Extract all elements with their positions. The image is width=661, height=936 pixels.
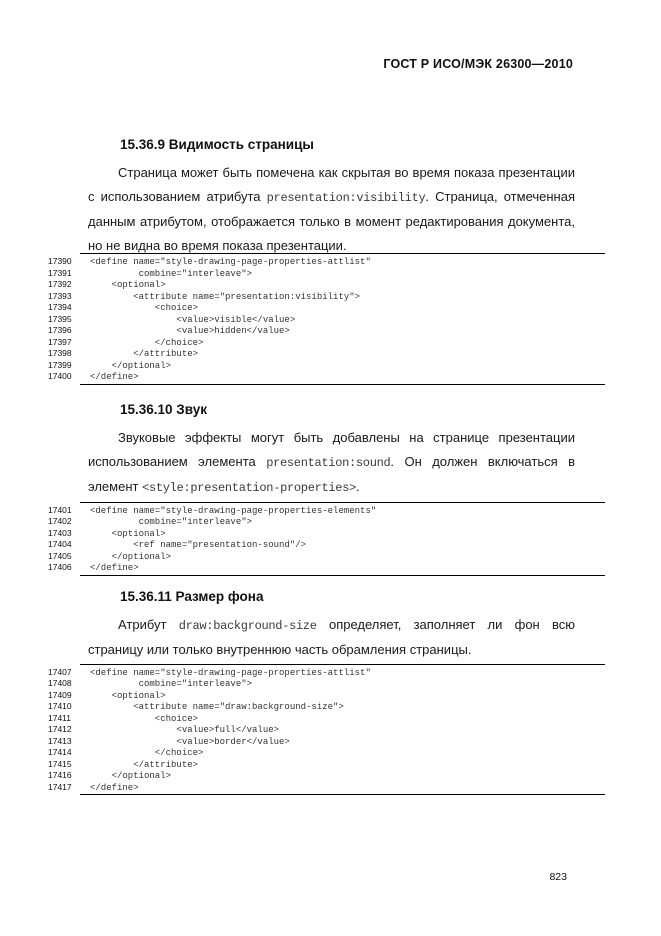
code-line — [48, 528, 605, 540]
line-number: 17394 — [48, 302, 72, 312]
paragraph-text: определяет, заполняет ли фон всю страницу или только внутреннюю часть обрамления страницы. — [88, 616, 575, 657]
line-number: 17390 — [48, 256, 72, 266]
code-text: <ref name="presentation-sound"/> — [90, 540, 307, 550]
code-line — [48, 736, 605, 748]
code-line — [48, 302, 605, 314]
line-number: 17404 — [48, 539, 72, 549]
inline-code-presentation-sound: presentation:sound — [266, 455, 391, 470]
code-line — [48, 724, 605, 736]
paragraph-text: Страница может быть помечена как скрытая во время показа презентации с использованием атрибута — [88, 165, 575, 204]
line-number: 17397 — [48, 336, 72, 347]
paragraph-text: . Он должен включаться в элемент — [88, 453, 575, 494]
page-number: 823 — [549, 871, 567, 883]
code-text: </define> — [90, 563, 139, 573]
code-rule-bottom — [80, 384, 605, 385]
code-line — [48, 690, 605, 702]
code-text: <define name="style-drawing-page-properties-attlist" — [90, 667, 371, 678]
line-number: 17408 — [48, 678, 72, 688]
code-text: <value>hidden</value> — [90, 326, 290, 336]
code-lines — [48, 503, 605, 575]
code-lines — [48, 665, 605, 795]
code-text: </optional> — [90, 551, 172, 562]
line-number: 17401 — [48, 504, 72, 515]
line-number: 17402 — [48, 516, 72, 526]
code-line — [48, 759, 605, 771]
code-listing-2 — [48, 502, 605, 576]
code-text: </attribute> — [90, 349, 199, 359]
code-line — [48, 747, 605, 759]
code-text: </choice> — [90, 337, 204, 348]
code-rule-bottom — [80, 575, 605, 576]
line-number: 17412 — [48, 724, 72, 734]
code-line — [48, 337, 605, 349]
line-number: 17413 — [48, 735, 72, 746]
code-text: combine="interleave"> — [90, 679, 253, 689]
code-text: <value>border</value> — [90, 736, 290, 747]
inline-code-presentation-visibility: presentation:visibility — [266, 191, 426, 205]
code-text: <define name="style-drawing-page-properties-attlist" — [90, 257, 371, 267]
code-line — [48, 291, 605, 303]
code-text: <optional> — [90, 528, 166, 539]
line-number: 17407 — [48, 666, 72, 677]
code-text: combine="interleave"> — [90, 517, 253, 527]
code-text: <value>full</value> — [90, 725, 280, 735]
code-text: </define> — [90, 782, 139, 793]
section-paragraph-15-36-9 — [88, 161, 575, 258]
line-number: 17417 — [48, 781, 72, 792]
line-number: 17409 — [48, 689, 72, 700]
code-line — [48, 268, 605, 280]
code-text: </optional> — [90, 360, 172, 371]
code-text: <choice> — [90, 713, 199, 724]
code-line — [48, 539, 605, 551]
code-line — [48, 348, 605, 360]
paragraph-text: Атрибут — [118, 616, 179, 632]
code-line — [48, 551, 605, 563]
line-number: 17406 — [48, 562, 72, 572]
line-number: 17395 — [48, 313, 72, 324]
code-line — [48, 516, 605, 528]
code-listing-1 — [48, 253, 605, 385]
code-line — [48, 713, 605, 725]
code-text: combine="interleave"> — [90, 268, 253, 279]
code-text: </define> — [90, 372, 139, 382]
code-line — [48, 256, 605, 268]
paragraph-text: Звуковые эффекты могут быть добавлены на странице презентации использованием элемента — [88, 429, 575, 469]
inline-code-draw-background-size: draw:background-size — [178, 618, 317, 633]
code-line — [48, 667, 605, 679]
line-number: 17405 — [48, 550, 72, 561]
line-number: 17399 — [48, 359, 72, 370]
code-line — [48, 371, 605, 383]
line-number: 17415 — [48, 758, 72, 769]
running-header: ГОСТ Р ИСО/МЭК 26300—2010 — [383, 57, 573, 71]
code-text: <optional> — [90, 280, 166, 290]
line-number: 17392 — [48, 279, 72, 289]
code-line — [48, 701, 605, 713]
code-lines — [48, 254, 605, 384]
code-listing-3 — [48, 664, 605, 796]
code-rule-bottom — [80, 794, 605, 795]
line-number: 17403 — [48, 527, 72, 538]
code-text: <value>visible</value> — [90, 314, 296, 325]
code-text: <choice> — [90, 303, 199, 313]
section-paragraph-15-36-10 — [88, 426, 575, 500]
code-text: <attribute name="draw:background-size"> — [90, 702, 344, 712]
line-number: 17411 — [48, 712, 72, 723]
code-line — [48, 562, 605, 574]
paragraph-text: . — [356, 478, 360, 494]
section-heading-15-36-9: 15.36.9 Видимость страницы — [120, 137, 314, 152]
line-number: 17416 — [48, 770, 72, 780]
code-line — [48, 505, 605, 517]
line-number: 17391 — [48, 267, 72, 278]
inline-code-style-presentation-properties: <style:presentation-properties> — [142, 480, 357, 495]
code-text: <attribute name="presentation:visibility"> — [90, 291, 361, 302]
line-number: 17410 — [48, 701, 72, 711]
section-paragraph-15-36-11 — [88, 613, 575, 662]
code-line — [48, 770, 605, 782]
code-line — [48, 678, 605, 690]
paragraph-text: . Страница, отмеченная данным атрибутом, отображается только в момент редактирования документа, но не видна во время показа презентации. — [88, 189, 576, 253]
code-line — [48, 314, 605, 326]
code-line — [48, 279, 605, 291]
section-heading-15-36-10: 15.36.10 Звук — [120, 401, 207, 417]
section-heading-15-36-11: 15.36.11 Размер фона — [120, 588, 264, 604]
line-number: 17414 — [48, 747, 72, 757]
line-number: 17393 — [48, 290, 72, 301]
code-text: </choice> — [90, 748, 204, 758]
code-line — [48, 325, 605, 337]
code-text: <define name="style-drawing-page-properties-elements" — [90, 505, 377, 516]
line-number: 17396 — [48, 325, 72, 335]
line-number: 17398 — [48, 348, 72, 358]
code-text: <optional> — [90, 690, 166, 701]
line-number: 17400 — [48, 371, 72, 381]
code-text: </optional> — [90, 771, 172, 781]
code-text: </attribute> — [90, 759, 199, 770]
code-line — [48, 360, 605, 372]
code-line — [48, 782, 605, 794]
